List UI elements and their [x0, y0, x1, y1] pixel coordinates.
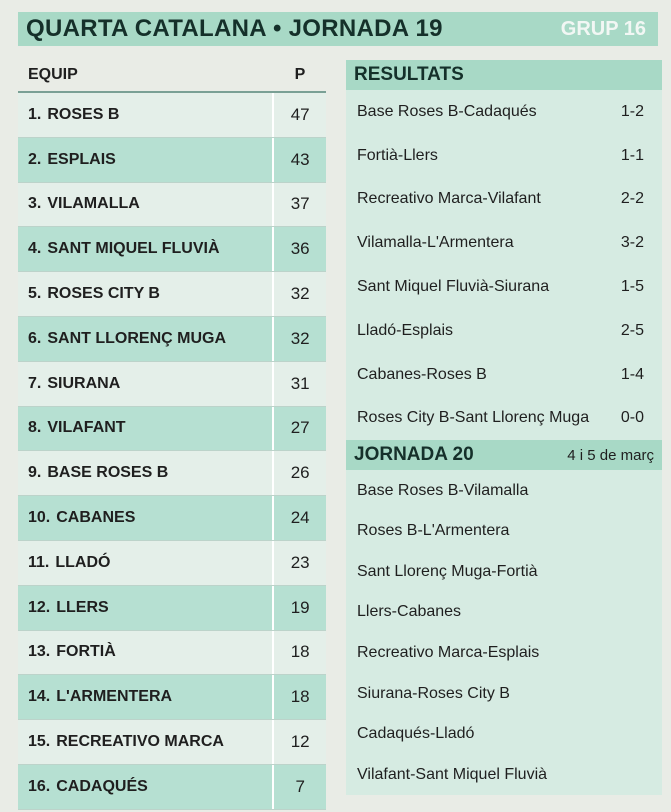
match-score: 1-4	[620, 365, 644, 383]
match-score: 0-0	[620, 409, 644, 427]
match-score: 1-2	[620, 102, 644, 120]
position: 8 .	[28, 419, 41, 437]
match-name: Lladó-Esplais	[357, 321, 454, 339]
team-cell	[18, 720, 272, 764]
team-cell	[18, 631, 272, 675]
team-cell	[18, 362, 272, 406]
points-cell: 27	[272, 407, 326, 451]
result-row	[346, 309, 662, 353]
team-name: SANT LLORENÇ MUGA	[47, 329, 227, 347]
position: 7 .	[28, 375, 41, 393]
points-cell: 47	[272, 93, 326, 137]
points-cell: 18	[272, 675, 326, 719]
points-cell: 7	[272, 765, 326, 809]
fixture-row: Siurana-Roses City B	[357, 684, 510, 702]
results-panel	[346, 60, 662, 795]
fixture-row: Sant Llorenç Muga-Fortià	[357, 562, 538, 580]
results-title: RESULTATS	[354, 64, 464, 85]
match-score: 1-1	[620, 146, 644, 164]
result-row	[346, 90, 662, 134]
result-row	[346, 265, 662, 309]
points-cell: 26	[272, 451, 326, 495]
points-cell: 18	[272, 631, 326, 675]
match-score: 2-2	[620, 190, 644, 208]
next-round-header	[346, 440, 662, 470]
team-cell	[18, 765, 272, 809]
team-name: LLADÓ	[55, 553, 111, 571]
team-name: FORTIÀ	[56, 643, 116, 661]
match-name: Cabanes-Roses B	[357, 365, 487, 383]
points-cell: 24	[272, 496, 326, 540]
table-row	[18, 675, 326, 720]
fixture-row: Recreativo Marca-Esplais	[357, 644, 540, 662]
table-row	[18, 227, 326, 272]
table-row	[18, 586, 326, 631]
team-cell	[18, 586, 272, 630]
standings-body	[18, 93, 326, 810]
column-header-points: P	[294, 66, 306, 83]
match-score: 1-5	[620, 278, 644, 296]
results-list	[346, 90, 662, 440]
team-name: L'ARMENTERA	[56, 688, 173, 706]
table-row	[18, 541, 326, 586]
group-label: GRUP 16	[560, 17, 646, 40]
fixture-row: Base Roses B-Vilamalla	[357, 481, 529, 499]
table-row	[18, 138, 326, 183]
team-name: CADAQUÉS	[56, 777, 148, 795]
standings-header-row	[18, 59, 326, 93]
match-name: Roses City B-Sant Llorenç Muga	[357, 409, 590, 427]
points-cell: 36	[272, 227, 326, 271]
result-row	[346, 178, 662, 222]
match-name: Sant Miquel Fluvià-Siurana	[357, 278, 550, 296]
match-name: Vilamalla-L'Armentera	[357, 234, 514, 252]
fixture-row: Vilafant-Sant Miquel Fluvià	[357, 765, 548, 783]
position: 15 .	[28, 733, 50, 751]
points-cell: 23	[272, 541, 326, 585]
team-name: LLERS	[56, 598, 109, 616]
next-round-title: JORNADA 20	[354, 444, 474, 466]
team-cell	[18, 138, 272, 182]
team-name: CABANES	[56, 509, 136, 527]
fixture-row: Roses B-L'Armentera	[357, 522, 510, 540]
team-cell	[18, 227, 272, 271]
page-header	[18, 12, 658, 46]
table-row	[18, 407, 326, 452]
team-cell	[18, 407, 272, 451]
next-round-date: 4 i 5 de març	[567, 446, 654, 464]
position: 11 .	[28, 554, 49, 572]
results-header	[346, 60, 662, 90]
position: 5 .	[28, 285, 41, 303]
match-score: 2-5	[620, 321, 644, 339]
team-name: VILAFANT	[47, 419, 126, 437]
match-name: Recreativo Marca-Vilafant	[357, 190, 541, 208]
team-cell	[18, 317, 272, 361]
result-row	[346, 134, 662, 178]
table-row	[18, 765, 326, 810]
points-cell: 32	[272, 272, 326, 316]
position: 1 .	[28, 106, 41, 124]
result-row	[346, 221, 662, 265]
team-cell	[18, 93, 272, 137]
position: 2 .	[28, 151, 41, 169]
points-cell: 12	[272, 720, 326, 764]
team-name: SIURANA	[47, 374, 121, 392]
result-row	[346, 353, 662, 397]
team-cell	[18, 183, 272, 227]
position: 6 .	[28, 330, 41, 348]
points-cell: 19	[272, 586, 326, 630]
position: 14 .	[28, 688, 50, 706]
points-cell: 43	[272, 138, 326, 182]
team-name: ROSES CITY B	[47, 285, 160, 303]
standings-table	[18, 59, 326, 810]
team-name: SANT MIQUEL FLUVIÀ	[47, 240, 220, 258]
points-cell: 32	[272, 317, 326, 361]
fixture-row: Cadaqués-Lladó	[357, 725, 475, 743]
page-title: QUARTA CATALANA • JORNADA 19	[26, 15, 443, 42]
match-score: 3-2	[620, 234, 644, 252]
position: 3 .	[28, 195, 41, 213]
team-cell	[18, 451, 272, 495]
table-row	[18, 272, 326, 317]
fixture-row: Llers-Cabanes	[357, 603, 462, 621]
team-cell	[18, 541, 272, 585]
column-header-team: EQUIP	[28, 66, 78, 83]
position: 9 .	[28, 464, 41, 482]
table-row	[18, 496, 326, 541]
table-row	[18, 317, 326, 362]
position: 4 .	[28, 240, 41, 258]
team-name: VILAMALLA	[47, 195, 140, 213]
match-name: Fortià-Llers	[357, 146, 438, 164]
team-name: RECREATIVO MARCA	[56, 733, 224, 751]
position: 13 .	[28, 643, 50, 661]
team-name: BASE ROSES B	[47, 464, 169, 482]
match-name: Base Roses B-Cadaqués	[357, 102, 537, 120]
next-round-list	[346, 470, 662, 795]
team-cell	[18, 675, 272, 719]
position: 10 .	[28, 509, 50, 527]
team-name: ROSES B	[47, 105, 120, 123]
team-cell	[18, 496, 272, 540]
points-cell: 31	[272, 362, 326, 406]
position: 16 .	[28, 778, 50, 796]
points-cell: 37	[272, 183, 326, 227]
table-row	[18, 720, 326, 765]
table-row	[18, 631, 326, 676]
result-row	[346, 397, 662, 441]
team-cell	[18, 272, 272, 316]
table-row	[18, 362, 326, 407]
table-row	[18, 451, 326, 496]
table-row	[18, 183, 326, 228]
position: 12 .	[28, 599, 50, 617]
table-row	[18, 93, 326, 138]
team-name: ESPLAIS	[47, 150, 116, 168]
